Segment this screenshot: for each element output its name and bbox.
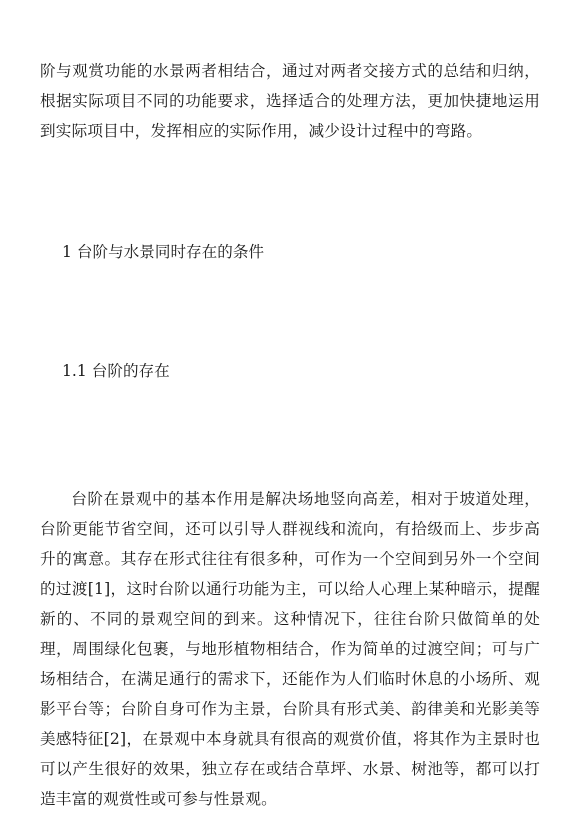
subsection-heading: 1.1 台阶的存在 (62, 362, 170, 380)
section-heading: 1 台阶与水景同时存在的条件 (62, 243, 265, 261)
body-paragraph: 台阶在景观中的基本作用是解决场地竖向高差，相对于坡道处理，台阶更能节省空间，还可以引导人群视线和流向，有拾级而上、步步高升的寓意。其存在形式往往有很多种，可作为一个空间到另外一个空间的过渡[1]，这时台阶以通行功能为主，可以给人心理上某种暗示，提醒新的、不同的景观空间的到来。这种情况下，往往台阶只做简单的处理，周围绿化包裹，与地形植物相结合，作为简单的过渡空间；可与广场相结合，在满足通行的需求下，还能作为人们临时休息的小场所、观影平台等；台阶自身可作为主景，台阶具有形式美、韵律美和光影美等美感特征[2]，在景观中本身就具有很高的观赏价值，将其作为主景时也可以产生很好的效果，独立存在或结合草坪、水景、树池等，都可以打造丰富的观赏性或可参与性景观。 (40, 490, 540, 808)
intro-paragraph: 阶与观赏功能的水景两者相结合，通过对两者交接方式的总结和归纳，根据实际项目不同的功能要求，选择适合的处理方法，更加快捷地运用到实际项目中，发挥相应的实际作用，减少设计过程中的弯路。 (40, 62, 540, 140)
